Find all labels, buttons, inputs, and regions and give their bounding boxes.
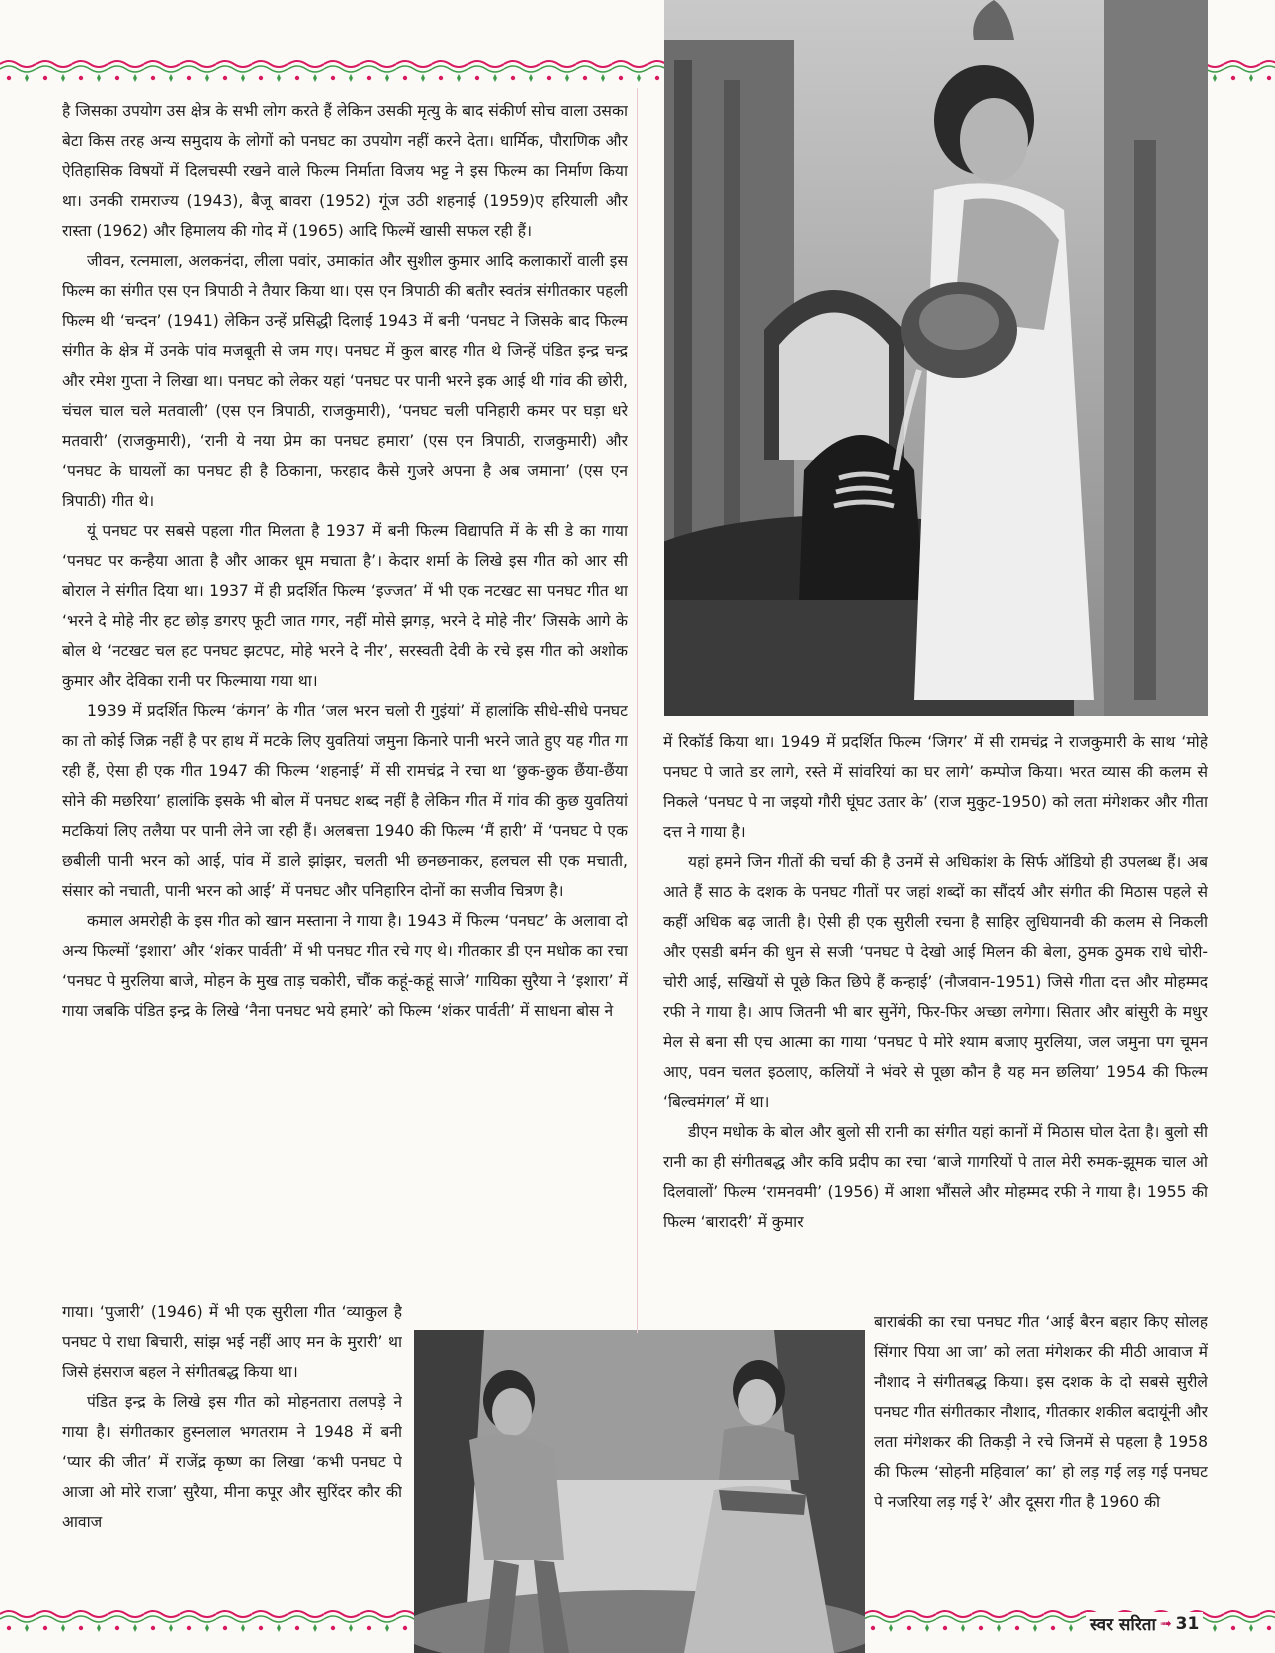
photo-couple-scene <box>414 1330 865 1653</box>
paragraph: गाया। ‘पुजारी’ (1946) में भी एक सुरीला गीत ‘व्याकुल है पनघट पे राधा बिचारी, सांझ भई नहीं आए मन के मुरारी’ था जिसे हंसराज बहल ने संगीतबद्ध किया था। <box>62 1303 402 1381</box>
column-divider <box>637 88 638 1333</box>
right-lower-column-text <box>874 1307 1208 1607</box>
paragraph: है जिसका उपयोग उस क्षेत्र के सभी लोग करते हैं लेकिन उसकी मृत्यु के बाद संकीर्ण सोच वाला उसका बेटा किस तरह अन्य समुदाय के लोगों को पनघट का उपयोग नहीं करने देता। धार्मिक, पौराणिक और ऐतिहासिक विषयों में दिलचस्पी रखने वाले फिल्म निर्माता विजय भट्ट ने इस फिल्म का निर्माण किया था। उनकी रामराज्य (1943), बैजू बावरा (1952) गूंज उठी शहनाई (1959)ए हरियाली और रास्ता (1962) और हिमालय की गोद में (1965) आदि फिल्में खासी सफल रही हैं। <box>62 102 628 240</box>
paragraph: जीवन, रत्नमाला, अलकनंदा, लीला पवांर, उमाकांत और सुशील कुमार आदि कलाकारों वाली इस फिल्म का संगीत एस एन त्रिपाठी ने तैयार किया था। एस एन त्रिपाठी की बतौर स्वतंत्र संगीतकार पहली फिल्म थी ‘चन्दन’ (1941) लेकिन उन्हें प्रसिद्धी दिलाई 1943 में बनी ‘पनघट ने जिसके बाद फिल्म संगीत के क्षेत्र में उनके पांव मजबूती से जम गए। पनघट में कुल बारह गीत थे जिन्हें पंडित इन्द्र चन्द्र और रमेश गुप्ता ने लिखा था। पनघट को लेकर यहां ‘पनघट पर पानी भरने इक आई थी गांव की छोरी, चंचल चाल चले मतवाली’ (एस एन त्रिपाठी, राजकुमारी), ‘पनघट चली पनिहारी कमर पर घड़ा धरे मतवारी’ (राजकुमारी), ‘रानी ये नया प्रेम का पनघट हमारा’ (एस एन त्रिपाठी, राजकुमारी) और ‘पनघट के घायलों का पनघट ही है ठिकाना, फरहाद कैसे गुजरे अपना है अब जमाना’ (एस एन त्रिपाठी) गीत थे। <box>62 252 628 510</box>
paragraph: पंडित इन्द्र के लिखे इस गीत को मोहनतारा तलपड़े ने गाया है। संगीतकार हुस्नलाल भगतराम ने 1948 में बनी ‘प्यार की जीत’ में राजेंद्र कृष्ण का लिखा ‘कभी पनघट पे आजा ओ मोरे राजा’ सुरैया, मीना कपूर और सुरिंदर कौर की आवाज <box>62 1393 402 1531</box>
page-folio <box>1086 1612 1203 1635</box>
paragraph: बाराबंकी का रचा पनघट गीत ‘आई बैरन बहार किए सोलह सिंगार पिया आ जा’ को लता मंगेशकर की मीठी आवाज में नौशाद ने संगीतबद्ध किया। इस दशक के दो सबसे सुरीले पनघट गीत संगीतकार नौशाद, गीतकार शकील बदायूंनी और लता मंगेशकर की तिकड़ी ने रचे जिनमें से पहला है 1958 की फिल्म ‘सोहनी महिवाल’ का’ हो लड़ गई लड़ गई पनघट पे नजरिया लड़ गई रे’ और दूसरा गीत है 1960 की <box>874 1313 1208 1511</box>
left-lower-column-text <box>62 1297 402 1607</box>
paragraph: 1939 में प्रदर्शित फिल्म ‘कंगन’ के गीत ‘जल भरन चलो री गुइंयां’ में हालांकि सीधे-सीधे पनघट का तो कोई जिक्र नहीं है पर हाथ में मटके लिए युवतियां जमुना किनारे पानी भरने जाते हुए यह गीत गा रही हैं, ऐसा ही एक गीत 1947 की फिल्म ‘शहनाई’ में सी रामचंद्र ने रचा था ‘छुक-छुक छैंया-छैंया सोने की मछरिया’ हालांकि इसके भी बोल में पनघट शब्द नहीं है लेकिन गीत में गांव की कुछ युवतियां मटकियां लिए तलैया पर पानी लेने जा रही हैं। अलबत्ता 1940 की फिल्म ‘मैं हारी’ में ‘पनघट पे एक छबीली पानी भरन को आई, पांव में डाले झांझर, चलती भी छनछनाकर, हलचल सी एक मचाती, संसार को नचाती, पानी भरन को आई’ में पनघट और पनिहारिन दोनों का सजीव चित्रण है। <box>62 702 628 900</box>
left-column-text <box>62 96 628 1311</box>
paragraph: में रिकॉर्ड किया था। 1949 में प्रदर्शित फिल्म ‘जिगर’ में सी रामचंद्र ने राजकुमारी के साथ ‘मोहे पनघट पे जाते डर लागे, रस्ते में सांवरियां का घर लागे’ कम्पोज किया। भरत व्यास की कलम से निकले ‘पनघट पे ना जइयो गौरी घूंघट उतार के’ (राज मुकुट-1950) को लता मंगेशकर और गीता दत्त ने गाया है। <box>663 733 1208 841</box>
paragraph: कमाल अमरोही के इस गीत को खान मस्ताना ने गाया है। 1943 में फिल्म ‘पनघट’ के अलावा दो अन्य फिल्मों ‘इशारा’ और ‘शंकर पार्वती’ में भी पनघट गीत रचे गए थे। गीतकार डी एन मधोक का रचा ‘पनघट पे मुरलिया बाजे, मोहन के मुख ताड़ चकोरी, चौंक कहूं-कहूं साजे’ गायिका सुरैया ने ‘इशारा’ में गाया जबकि पंडित इन्द्र के लिखे ‘नैना पनघट भये हमारे’ को फिल्म ‘शंकर पार्वती’ में साधना बोस ने <box>62 912 628 1020</box>
magazine-name: स्वर सरिता <box>1090 1615 1156 1635</box>
paragraph: डीएन मधोक के बोल और बुलो सी रानी का संगीत यहां कानों में मिठास घोल देता है। बुलो सी रानी का ही संगीतबद्ध और कवि प्रदीप का रचा ‘बाजे गागरियों पे ताल मेरी रुमक-झूमक चाल ओ दिलवालों’ फिल्म ‘रामनवमी’ (1956) में आशा भौंसले और मोहम्मद रफी ने गाया है। 1955 की फिल्म ‘बारादरी’ में कुमार <box>663 1123 1208 1231</box>
arrow-icon: ➟ <box>1159 1615 1172 1632</box>
paragraph: यहां हमने जिन गीतों की चर्चा की है उनमें से अधिकांश के सिर्फ ऑडियो ही उपलब्ध हैं। अब आते हैं साठ के दशक के पनघट गीतों पर जहां शब्दों का सौंदर्य और संगीत की मिठास पहले से कहीं अधिक बढ़ जाती है। ऐसी ही एक सुरीली रचना है साहिर लुधियानवी की कलम से निकली और एसडी बर्मन की धुन से सजी ‘पनघट पे देखो आई मिलन की बेला, ठुमक ठुमक राधे चोरी-चोरी आई, सखियों से पूछे कित छिपे हैं कन्हाई’ (नौजवान-1951) जिसे गीता दत्त और मोहम्मद रफी ने गाया है। आप जितनी भी बार सुनेंगे, फिर-फिर अच्छा लगेगा। सितार और बांसुरी के मधुर मेल से बना सी एच आत्मा का गाया ‘पनघट पे मोरे श्याम बजाए मुरलिया, जल जमुना पग चूमन आए, पवन चलत इठलाए, कलियों ने भंवरे से पूछा कौन है यह मन छलिया’ 1954 की फिल्म ‘बिल्वमंगल’ में था। <box>663 853 1208 1111</box>
photo-woman-pouring-water-on-shivling <box>664 0 1208 716</box>
page-number: 31 <box>1175 1613 1200 1634</box>
paragraph: यूं पनघट पर सबसे पहला गीत मिलता है 1937 में बनी फिल्म विद्यापति में के सी डे का गाया ‘पनघट पर कन्हैया आता है और आकर धूम मचाता है’। केदार शर्मा के लिखे इस गीत को आर सी बोराल ने संगीत दिया था। 1937 में ही प्रदर्शित फिल्म ‘इज्जत’ में भी एक नटखट सा पनघट गीत था ‘भरने दे मोहे नीर हट छोड़ डगरए फूटी जात गगर, नहीं मोसे झगड़, भरने दे मोहे नीर’ जिसके आगे के बोल थे ‘नटखट चल हट पनघट झटपट, मोहे भरने दे नीर’, सरस्वती देवी के रचे इस गीत को अशोक कुमार और देविका रानी पर फिल्माया गया था। <box>62 522 628 690</box>
right-column-text <box>663 727 1208 1347</box>
